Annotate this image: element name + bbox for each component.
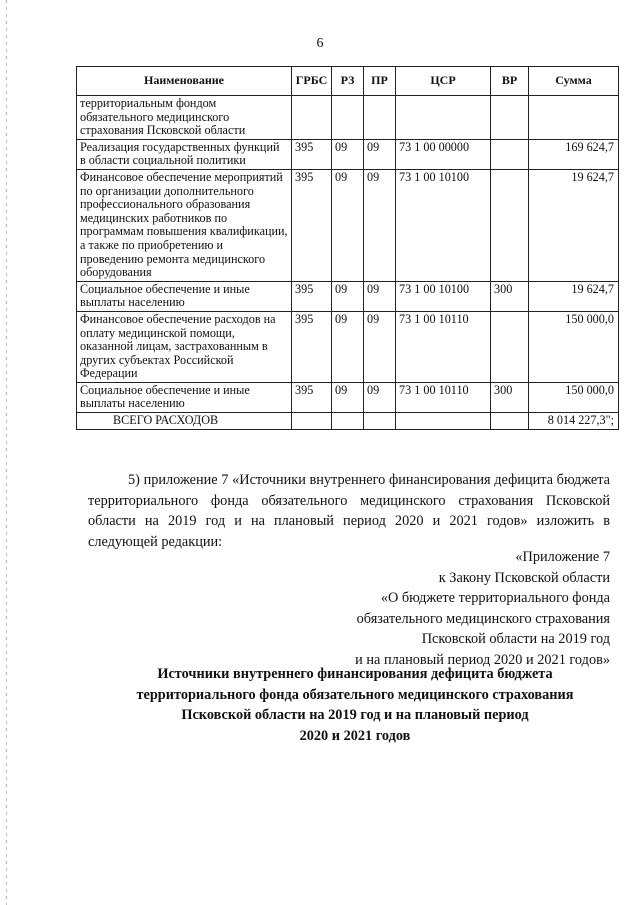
table-row <box>77 382 619 412</box>
cell-rz: 09 <box>332 169 364 281</box>
expenses-table <box>76 66 619 430</box>
header-csr: ЦСР <box>396 67 491 96</box>
cell-grbs: 395 <box>292 139 332 169</box>
cell-name: территориальным фондом обязательного медицинского страхования Псковской области <box>77 96 292 140</box>
header-sum: Сумма <box>529 67 619 96</box>
cell-pr <box>364 413 396 430</box>
cell-sum: 19 624,7 <box>529 169 619 281</box>
header-vr: ВР <box>491 67 529 96</box>
table-header-row <box>77 67 619 96</box>
cell-rz: 09 <box>332 281 364 311</box>
appendix-line: и на плановый период 2020 и 2021 годов» <box>355 651 610 668</box>
cell-pr <box>364 96 396 140</box>
cell-name: Социальное обеспечение и иные выплаты населению <box>77 382 292 412</box>
cell-csr <box>396 413 491 430</box>
cell-csr: 73 1 00 10100 <box>396 169 491 281</box>
page-number: 6 <box>316 36 324 51</box>
cell-pr: 09 <box>364 281 396 311</box>
amendment-text: 5) приложение 7 «Источники внутреннего финансирования дефицита бюджета территориального фонда обязательного медицинского страхования Псковской области на 2019 год и на плановый период 2020 и 2021 годов» изложить в следующей редакции: <box>88 472 610 550</box>
cell-pr: 09 <box>364 139 396 169</box>
cell-vr: 300 <box>491 281 529 311</box>
cell-grbs: 395 <box>292 169 332 281</box>
cell-csr: 73 1 00 10110 <box>396 382 491 412</box>
cell-rz <box>332 96 364 140</box>
cell-sum: 169 624,7 <box>529 139 619 169</box>
total-sum: 8 014 227,3"; <box>529 413 619 430</box>
cell-grbs: 395 <box>292 311 332 382</box>
table-row <box>77 311 619 382</box>
cell-grbs: 395 <box>292 281 332 311</box>
cell-rz <box>332 413 364 430</box>
header-name: Наименование <box>77 67 292 96</box>
cell-pr: 09 <box>364 382 396 412</box>
table-row <box>77 96 619 140</box>
cell-csr <box>396 96 491 140</box>
appendix-line: к Закону Псковской области <box>438 569 610 586</box>
appendix-reference <box>250 547 610 670</box>
appendix-line: «Приложение 7 <box>515 549 610 565</box>
cell-name: Реализация государственных функций в области социальной политики <box>77 139 292 169</box>
cell-rz: 09 <box>332 139 364 169</box>
scan-edge <box>6 0 7 905</box>
table-row <box>77 169 619 281</box>
heading-line: территориального фонда обязательного медицинского страхования <box>136 686 574 703</box>
heading-line: Источники внутреннего финансирования дефицита бюджета <box>157 666 553 682</box>
cell-pr: 09 <box>364 169 396 281</box>
cell-sum: 150 000,0 <box>529 311 619 382</box>
heading-line: Псковской области на 2019 год и на плановый период <box>181 707 529 723</box>
cell-vr: 300 <box>491 382 529 412</box>
appendix-line: обязательного медицинского страхования <box>356 610 610 627</box>
heading-line: 2020 и 2021 годов <box>299 727 411 744</box>
header-pr: ПР <box>364 67 396 96</box>
table-row <box>77 281 619 311</box>
table-total-row <box>77 413 619 430</box>
cell-sum: 150 000,0 <box>529 382 619 412</box>
cell-grbs <box>292 413 332 430</box>
cell-rz: 09 <box>332 382 364 412</box>
cell-name: Финансовое обеспечение мероприятий по организации дополнительного профессионального образования медицинских работников по программам повышения квалификации, а также по приобретению и проведению ремонта медицинского оборудования <box>77 169 292 281</box>
appendix-line: Псковской области на 2019 год <box>421 631 610 647</box>
cell-grbs: 395 <box>292 382 332 412</box>
header-rz: РЗ <box>332 67 364 96</box>
appendix-line: «О бюджете территориального фонда <box>380 590 610 606</box>
cell-csr: 73 1 00 00000 <box>396 139 491 169</box>
cell-csr: 73 1 00 10110 <box>396 311 491 382</box>
cell-csr: 73 1 00 10100 <box>396 281 491 311</box>
cell-vr <box>491 413 529 430</box>
cell-vr <box>491 139 529 169</box>
cell-name: Финансовое обеспечение расходов на оплату медицинской помощи, оказанной лицам, застрахованным в других субъектах Российской Федерации <box>77 311 292 382</box>
cell-vr <box>491 311 529 382</box>
total-label: ВСЕГО РАСХОДОВ <box>77 413 292 430</box>
cell-vr <box>491 96 529 140</box>
header-grbs: ГРБС <box>292 67 332 96</box>
amendment-paragraph <box>88 470 610 552</box>
cell-sum: 19 624,7 <box>529 281 619 311</box>
section-heading <box>90 664 620 746</box>
cell-name: Социальное обеспечение и иные выплаты населению <box>77 281 292 311</box>
cell-pr: 09 <box>364 311 396 382</box>
table-row <box>77 139 619 169</box>
cell-grbs <box>292 96 332 140</box>
cell-sum <box>529 96 619 140</box>
cell-vr <box>491 169 529 281</box>
cell-rz: 09 <box>332 311 364 382</box>
